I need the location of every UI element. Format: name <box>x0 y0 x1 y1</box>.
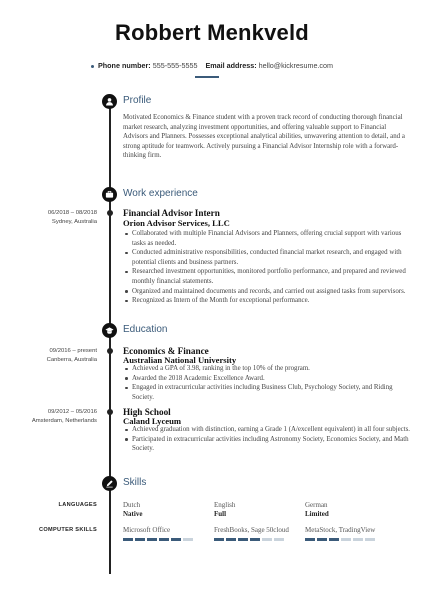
bullet-icon <box>91 65 94 68</box>
edu-location: Canberra, Australia <box>46 357 97 363</box>
list-item: Collaborated with multiple Financial Advisors and Planners, offering crucial support with various tasks as needed. <box>132 229 415 248</box>
skill-segment <box>123 538 133 541</box>
email-value: hello@kickresume.com <box>258 61 334 70</box>
edu-title: High School <box>123 407 171 417</box>
skill-segment <box>147 538 157 541</box>
language-name: German <box>305 501 328 509</box>
profile-section-title: Profile <box>123 95 152 106</box>
skill-level-bar <box>305 538 375 541</box>
list-item: Achieved graduation with distinction, earning a Grade 1 (A/excellent equivalent) in all four subjects. <box>132 425 415 435</box>
work-section-title: Work experience <box>123 188 198 199</box>
skill-segment <box>250 538 260 541</box>
computer-skills-label: COMPUTER SKILLS <box>39 527 97 533</box>
edu-dates: 09/2016 – present <box>49 348 97 354</box>
work-bullets <box>123 229 415 306</box>
work-location: Sydney, Australia <box>51 219 97 225</box>
candidate-name: Robbert Menkveld <box>115 20 309 45</box>
timeline-dot <box>107 210 113 216</box>
graduation-cap-icon <box>102 323 117 338</box>
header-divider <box>195 76 219 78</box>
list-item: Achieved a GPA of 3.98, ranking in the top 10% of the program. <box>132 364 415 374</box>
skill-level-bar <box>123 538 193 541</box>
languages-label: LANGUAGES <box>58 502 97 508</box>
skill-segment <box>353 538 363 541</box>
computer-skill-name: FreshBooks, Sage 50cloud <box>214 526 289 534</box>
list-item: Participated in extracurricular activities including Astronomy Society, Economics Society, and Math Society. <box>132 435 415 454</box>
list-item: Recognized as Intern of the Month for exceptional performance. <box>132 296 415 306</box>
edu-bullets <box>123 364 415 402</box>
edu-location: Amsterdam, Netherlands <box>31 418 97 424</box>
edu-org: Caland Lyceum <box>123 416 182 426</box>
language-level: Limited <box>305 510 329 518</box>
list-item: Awarded the 2018 Academic Excellence Award. <box>132 374 415 384</box>
list-item: Organized and maintained documents and records, and carried out assigned tasks from supervisors. <box>132 287 415 297</box>
skill-segment <box>341 538 351 541</box>
list-item: Engaged in extracurricular activities including Business Club, Psychology Society, and Riding Society. <box>132 383 415 402</box>
pen-icon <box>102 476 117 491</box>
language-level: Native <box>123 510 143 518</box>
computer-skill-name: MetaStock, TradingView <box>305 526 376 534</box>
skill-segment <box>135 538 145 541</box>
edu-bullets <box>123 425 415 454</box>
education-section-title: Education <box>123 324 168 335</box>
user-icon <box>102 94 117 109</box>
skill-segment <box>274 538 284 541</box>
language-name: English <box>214 501 236 509</box>
skill-segment <box>329 538 339 541</box>
skill-segment <box>262 538 272 541</box>
edu-dates: 09/2012 – 05/2016 <box>47 409 97 415</box>
skill-segment <box>214 538 224 541</box>
timeline-dot <box>107 409 113 415</box>
timeline-dot <box>107 348 113 354</box>
skill-segment <box>317 538 327 541</box>
skill-segment <box>238 538 248 541</box>
language-level: Full <box>214 510 227 518</box>
edu-org: Australian National University <box>123 355 237 365</box>
phone-value: 555-555-5555 <box>152 61 198 70</box>
work-org: Orion Advisor Services, LLC <box>123 218 230 228</box>
skill-segment <box>171 538 181 541</box>
list-item: Conducted administrative responsibilities, conducted financial market research, and engaged with potential clients and business partners. <box>132 248 415 267</box>
computer-skill-name: Microsoft Office <box>123 526 171 534</box>
language-name: Dutch <box>123 501 141 509</box>
email-label: Email address: <box>205 61 257 70</box>
briefcase-icon <box>102 187 117 202</box>
skill-segment <box>183 538 193 541</box>
skill-segment <box>365 538 375 541</box>
contact-line <box>0 61 424 70</box>
list-item: Researched investment opportunities, monitored portfolio performance, and prepared and reviewed monthly financial statements. <box>132 267 415 286</box>
work-dates: 06/2018 – 08/2018 <box>47 210 97 216</box>
work-title: Financial Advisor Intern <box>123 208 220 218</box>
skill-level-bar <box>214 538 284 541</box>
skill-segment <box>159 538 169 541</box>
edu-title: Economics & Finance <box>123 346 209 356</box>
profile-text: Motivated Economics & Finance student with a proven track record of conducting thorough financial market research, analyzing investment opportunities, and offering valuable support to Financial Advisors and Planners. Possesses exceptional analytical abilities, unwavering attention to detail, and a strong aptitude for teamwork. Actively pursuing a Financial Advisor Internship role with a forward-thinking firm. <box>123 114 405 160</box>
skill-segment <box>305 538 315 541</box>
phone-label: Phone number: <box>97 61 151 70</box>
skill-segment <box>226 538 236 541</box>
skills-section-title: Skills <box>123 477 147 488</box>
